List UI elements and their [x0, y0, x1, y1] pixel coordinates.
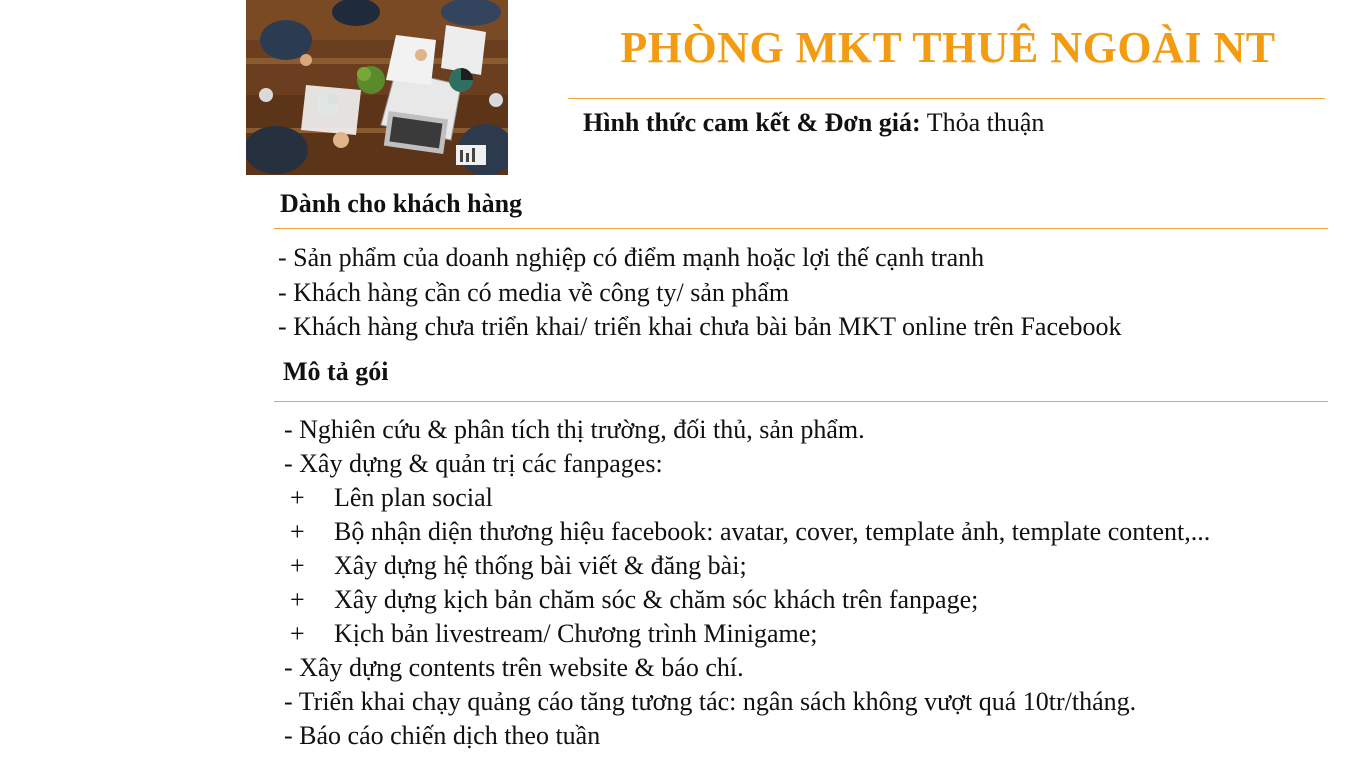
plus-marker: +	[290, 619, 305, 648]
sub-list-item: + Kịch bản livestream/ Chương trình Minigame;	[290, 617, 817, 651]
list-item: - Xây dựng & quản trị các fanpages:	[284, 449, 663, 478]
list-item: - Báo cáo chiến dịch theo tuần	[284, 721, 601, 750]
sub-list-item: + Lên plan social	[290, 481, 493, 515]
title-divider	[568, 98, 1325, 99]
team-meeting-photo	[246, 0, 508, 175]
list-item: - Xây dựng contents trên website & báo chí.	[284, 653, 744, 682]
list-item: - Sản phẩm của doanh nghiệp có điểm mạnh hoặc lợi thế cạnh tranh	[278, 243, 985, 272]
page-title: PHÒNG MKT THUÊ NGOÀI NT	[620, 23, 1276, 72]
plus-marker: +	[290, 585, 305, 614]
sub-list-item: + Xây dựng kịch bản chăm sóc & chăm sóc khách trên fanpage;	[290, 583, 978, 617]
list-item: - Khách hàng cần có media về công ty/ sản phẩm	[278, 278, 790, 307]
plus-marker: +	[290, 551, 305, 580]
commitment-line	[583, 108, 1044, 138]
list-item: - Nghiên cứu & phân tích thị trường, đối thủ, sản phẩm.	[284, 415, 865, 444]
commitment-value: Thỏa thuận	[926, 108, 1045, 137]
customers-divider	[274, 228, 1328, 229]
plus-marker: +	[290, 517, 305, 546]
sub-list-item: + Bộ nhận diện thương hiệu facebook: avatar, cover, template ảnh, template content,...	[290, 515, 1210, 549]
plus-marker: +	[290, 483, 305, 512]
list-item: - Khách hàng chưa triển khai/ triển khai chưa bài bản MKT online trên Facebook	[278, 312, 1122, 341]
commitment-label: Hình thức cam kết & Đơn giá:	[583, 108, 921, 137]
customers-heading: Dành cho khách hàng	[280, 189, 523, 218]
list-item: - Triển khai chạy quảng cáo tăng tương tác: ngân sách không vượt quá 10tr/tháng.	[284, 687, 1137, 716]
package-heading: Mô tả gói	[283, 357, 389, 386]
sub-list-item: + Xây dựng hệ thống bài viết & đăng bài;	[290, 549, 747, 583]
package-divider	[274, 401, 1328, 402]
